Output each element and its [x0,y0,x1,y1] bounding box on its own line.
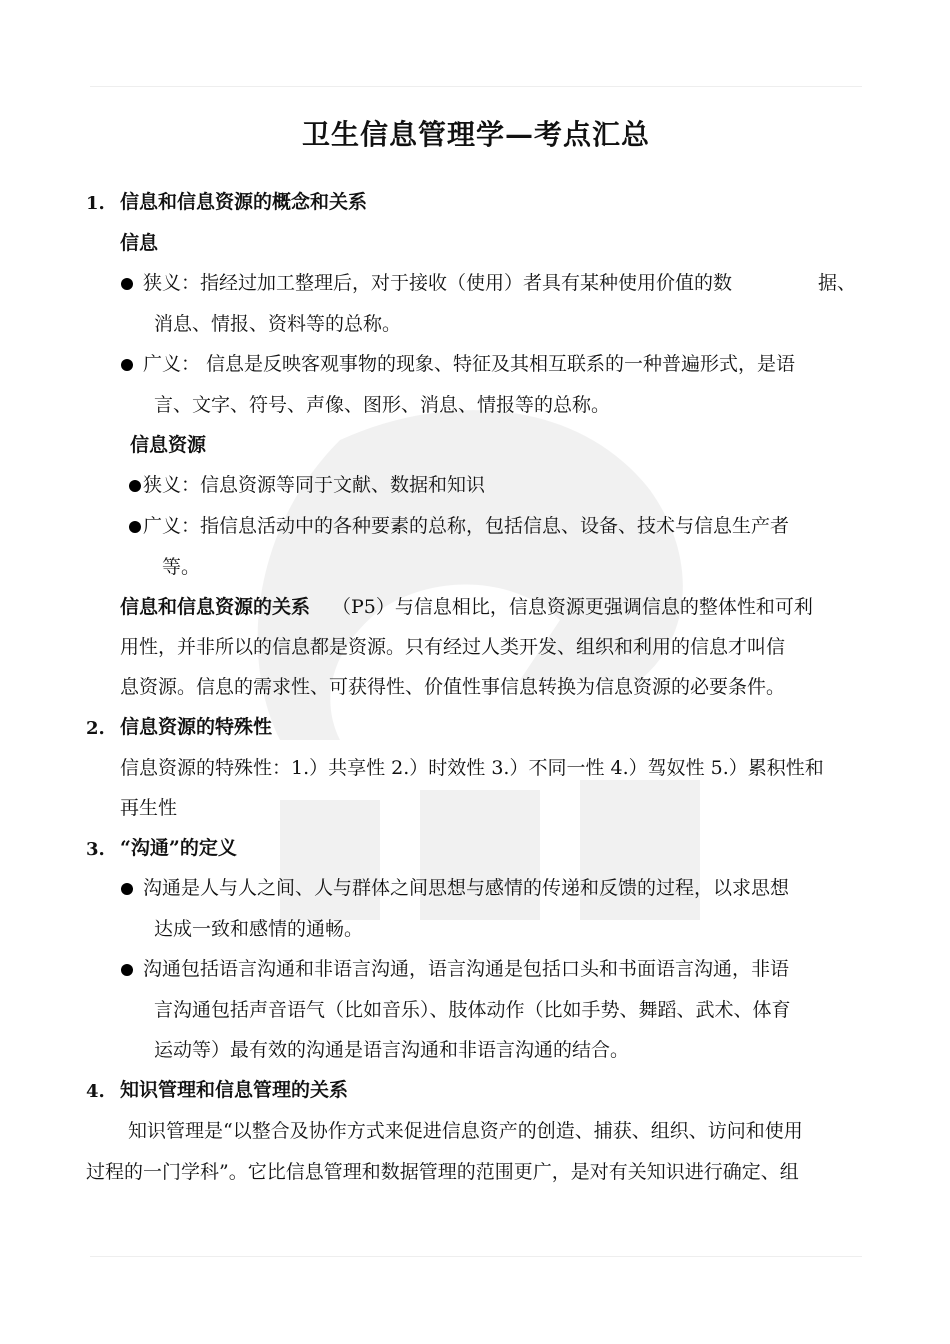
bullet-text: 言沟通包括声音语气（比如音乐）、肢体动作（比如手势、舞蹈、武术、体育 [154,999,791,1021]
page-title: 卫生信息管理学—考点汇总 [302,118,651,151]
paragraph-line: 再生性 [120,797,178,819]
relation-label: 信息和信息资源的关系 [120,596,311,618]
paragraph-line: 过程的一门学科”。它比信息管理和数据管理的范围更广，是对有关知识进行确定、组 [86,1161,799,1183]
bullet-text: 沟通包括语言沟通和非语言沟通，语言沟通是包括口头和书面语言沟通，非语 [143,958,790,980]
bullet-text: 狭义：指经过加工整理后，对于接收（使用）者具有某种使用价值的数 [143,272,733,294]
paragraph-line: （P5）与信息相比，信息资源更强调信息的整体性和可利 [332,596,813,618]
watermark-logo-icon [220,380,740,940]
bullet-icon [121,278,133,290]
bullet-icon [121,964,133,976]
subheading: 信息 [120,232,159,254]
section-number: 3. [86,839,105,860]
paragraph-line: 信息资源的特殊性：1.）共享性 2.）时效性 3.）不同一性 4.）驾奴性 5.）累积性和 [120,757,824,779]
bullet-icon [129,521,141,533]
section-heading: “沟通”的定义 [120,837,237,859]
bullet-icon [121,883,133,895]
bullet-text: 消息、情报、资料等的总称。 [154,313,402,335]
section-number: 4. [86,1081,105,1102]
bullet-text: 运动等）最有效的沟通是语言沟通和非语言沟通的结合。 [154,1039,630,1061]
bullet-icon [121,359,133,371]
section-heading: 信息资源的特殊性 [120,716,273,738]
subheading: 信息资源 [130,434,207,456]
section-heading: 知识管理和信息管理的关系 [120,1079,349,1101]
bullet-text: 狭义：信息资源等同于文献、数据和知识 [143,474,486,496]
bullet-icon [129,480,141,492]
section-heading: 信息和信息资源的概念和关系 [120,191,368,213]
page-bottom-rule [90,1256,862,1257]
bullet-text: 广义：指信息活动中的各种要素的总称，包括信息、设备、技术与信息生产者 [143,515,790,537]
bullet-text: 言、文字、符号、声像、图形、消息、情报等的总称。 [154,394,611,416]
paragraph-line: 息资源。信息的需求性、可获得性、价值性事信息转换为信息资源的必要条件。 [120,676,786,698]
bullet-text: 据、 [818,272,857,294]
bullet-text: 达成一致和感情的通畅。 [154,918,364,940]
section-number: 1. [86,193,105,214]
bullet-text: 广义： 信息是反映客观事物的现象、特征及其相互联系的一种普遍形式，是语 [143,353,796,375]
bullet-text: 沟通是人与人之间、人与群体之间思想与感情的传递和反馈的过程，以求思想 [143,877,790,899]
page-top-rule [90,86,862,87]
section-number: 2. [86,718,105,739]
paragraph-line: 用性，并非所以的信息都是资源。只有经过人类开发、组织和利用的信息才叫信 [120,636,786,658]
bullet-text: 等。 [162,556,201,578]
paragraph-line: 知识管理是“以整合及协作方式来促进信息资产的创造、捕获、组织、访问和使用 [128,1120,803,1142]
